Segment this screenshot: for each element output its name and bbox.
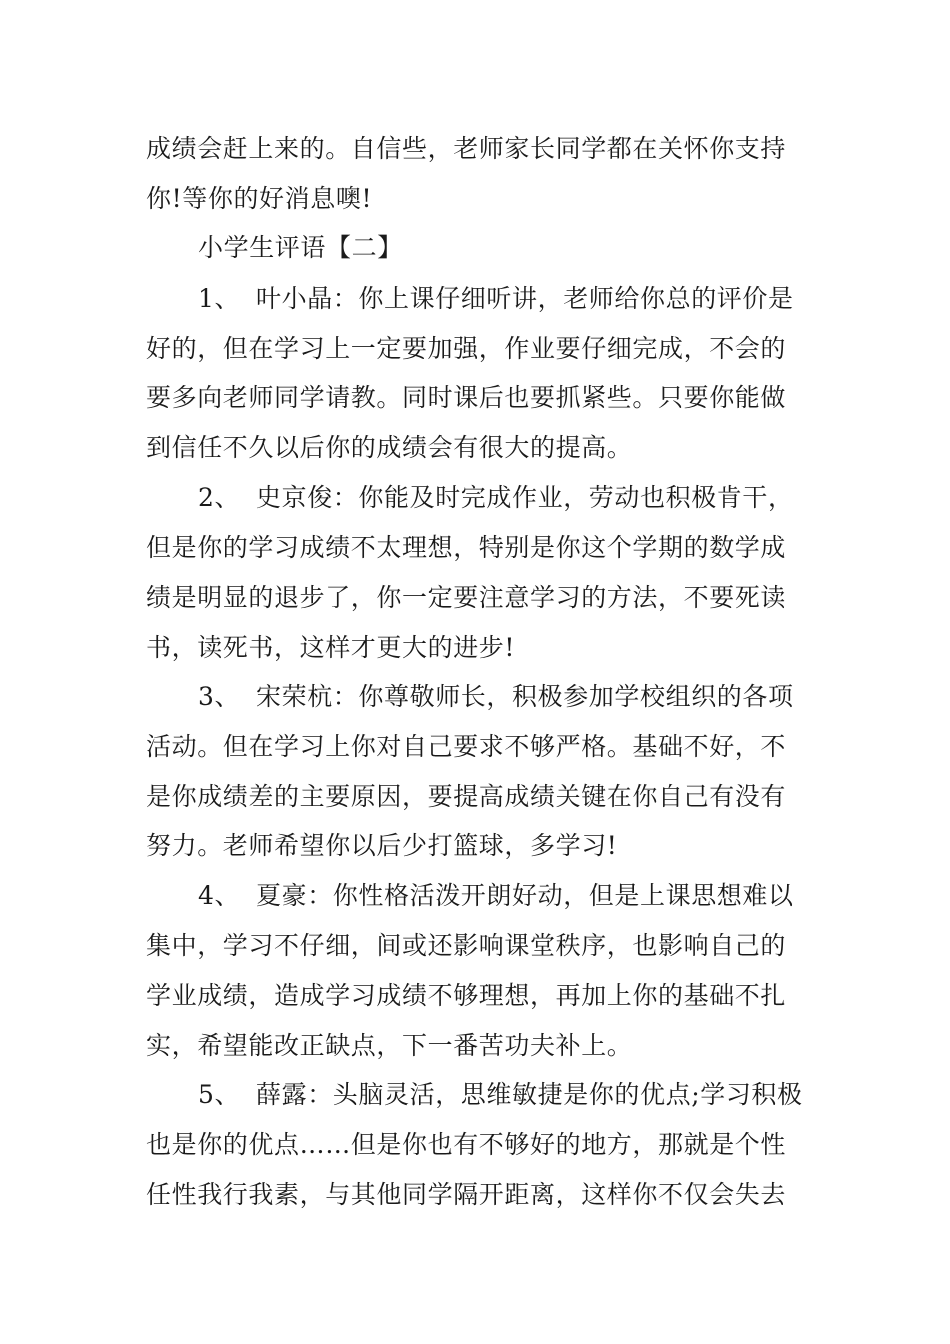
text-line: 但是你的学习成绩不太理想，特别是你这个学期的数学成 <box>146 533 787 562</box>
text-line: 书，读死书，这样才更大的进步! <box>146 633 516 662</box>
text-line: 是你成绩差的主要原因，要提高成绩关键在你自己有没有 <box>146 782 787 811</box>
item-number: 4、 <box>198 881 241 910</box>
item-number: 1、 <box>198 284 241 313</box>
item-number: 2、 <box>198 483 241 512</box>
section-heading: 小学生评语【二】 <box>198 233 403 262</box>
list-item-1 <box>198 284 868 314</box>
text-line: 你!等你的好消息噢! <box>146 184 373 213</box>
list-item-2 <box>198 483 868 513</box>
text-line: 任性我行我素，与其他同学隔开距离，这样你不仅会失去 <box>146 1180 787 1209</box>
text-line: 史京俊：你能及时完成作业，劳动也积极肯干， <box>256 483 794 512</box>
text-line: 实，希望能改正缺点，下一番苦功夫补上。 <box>146 1031 633 1060</box>
text-line: 努力。老师希望你以后少打篮球，多学习! <box>146 831 618 860</box>
text-line: 好的，但在学习上一定要加强，作业要仔细完成，不会的 <box>146 334 787 363</box>
text-line: 学业成绩，造成学习成绩不够理想，再加上你的基础不扎 <box>146 981 787 1010</box>
text-line: 叶小晶：你上课仔细听讲，老师给你总的评价是 <box>256 284 794 313</box>
text-line: 集中，学习不仔细，间或还影响课堂秩序，也影响自己的 <box>146 931 787 960</box>
list-item-4 <box>198 881 868 911</box>
list-item-5 <box>198 1080 868 1110</box>
text-line: 成绩会赶上来的。自信些，老师家长同学都在关怀你支持 <box>146 134 787 163</box>
text-line: 到信任不久以后你的成绩会有很大的提高。 <box>146 433 633 462</box>
text-line: 要多向老师同学请教。同时课后也要抓紧些。只要你能做 <box>146 383 787 412</box>
item-number: 5、 <box>198 1080 241 1109</box>
text-line: 宋荣杭：你尊敬师长，积极参加学校组织的各项 <box>256 682 794 711</box>
text-line: 绩是明显的退步了，你一定要注意学习的方法，不要死读 <box>146 583 787 612</box>
text-line: 薛露：头脑灵活，思维敏捷是你的优点;学习积极 <box>256 1080 803 1109</box>
list-item-3 <box>198 682 868 712</box>
item-number: 3、 <box>198 682 241 711</box>
text-line: 活动。但在学习上你对自己要求不够严格。基础不好，不 <box>146 732 787 761</box>
text-line: 夏豪：你性格活泼开朗好动，但是上课思想难以 <box>256 881 794 910</box>
text-line: 也是你的优点……但是你也有不够好的地方，那就是个性 <box>146 1130 787 1159</box>
